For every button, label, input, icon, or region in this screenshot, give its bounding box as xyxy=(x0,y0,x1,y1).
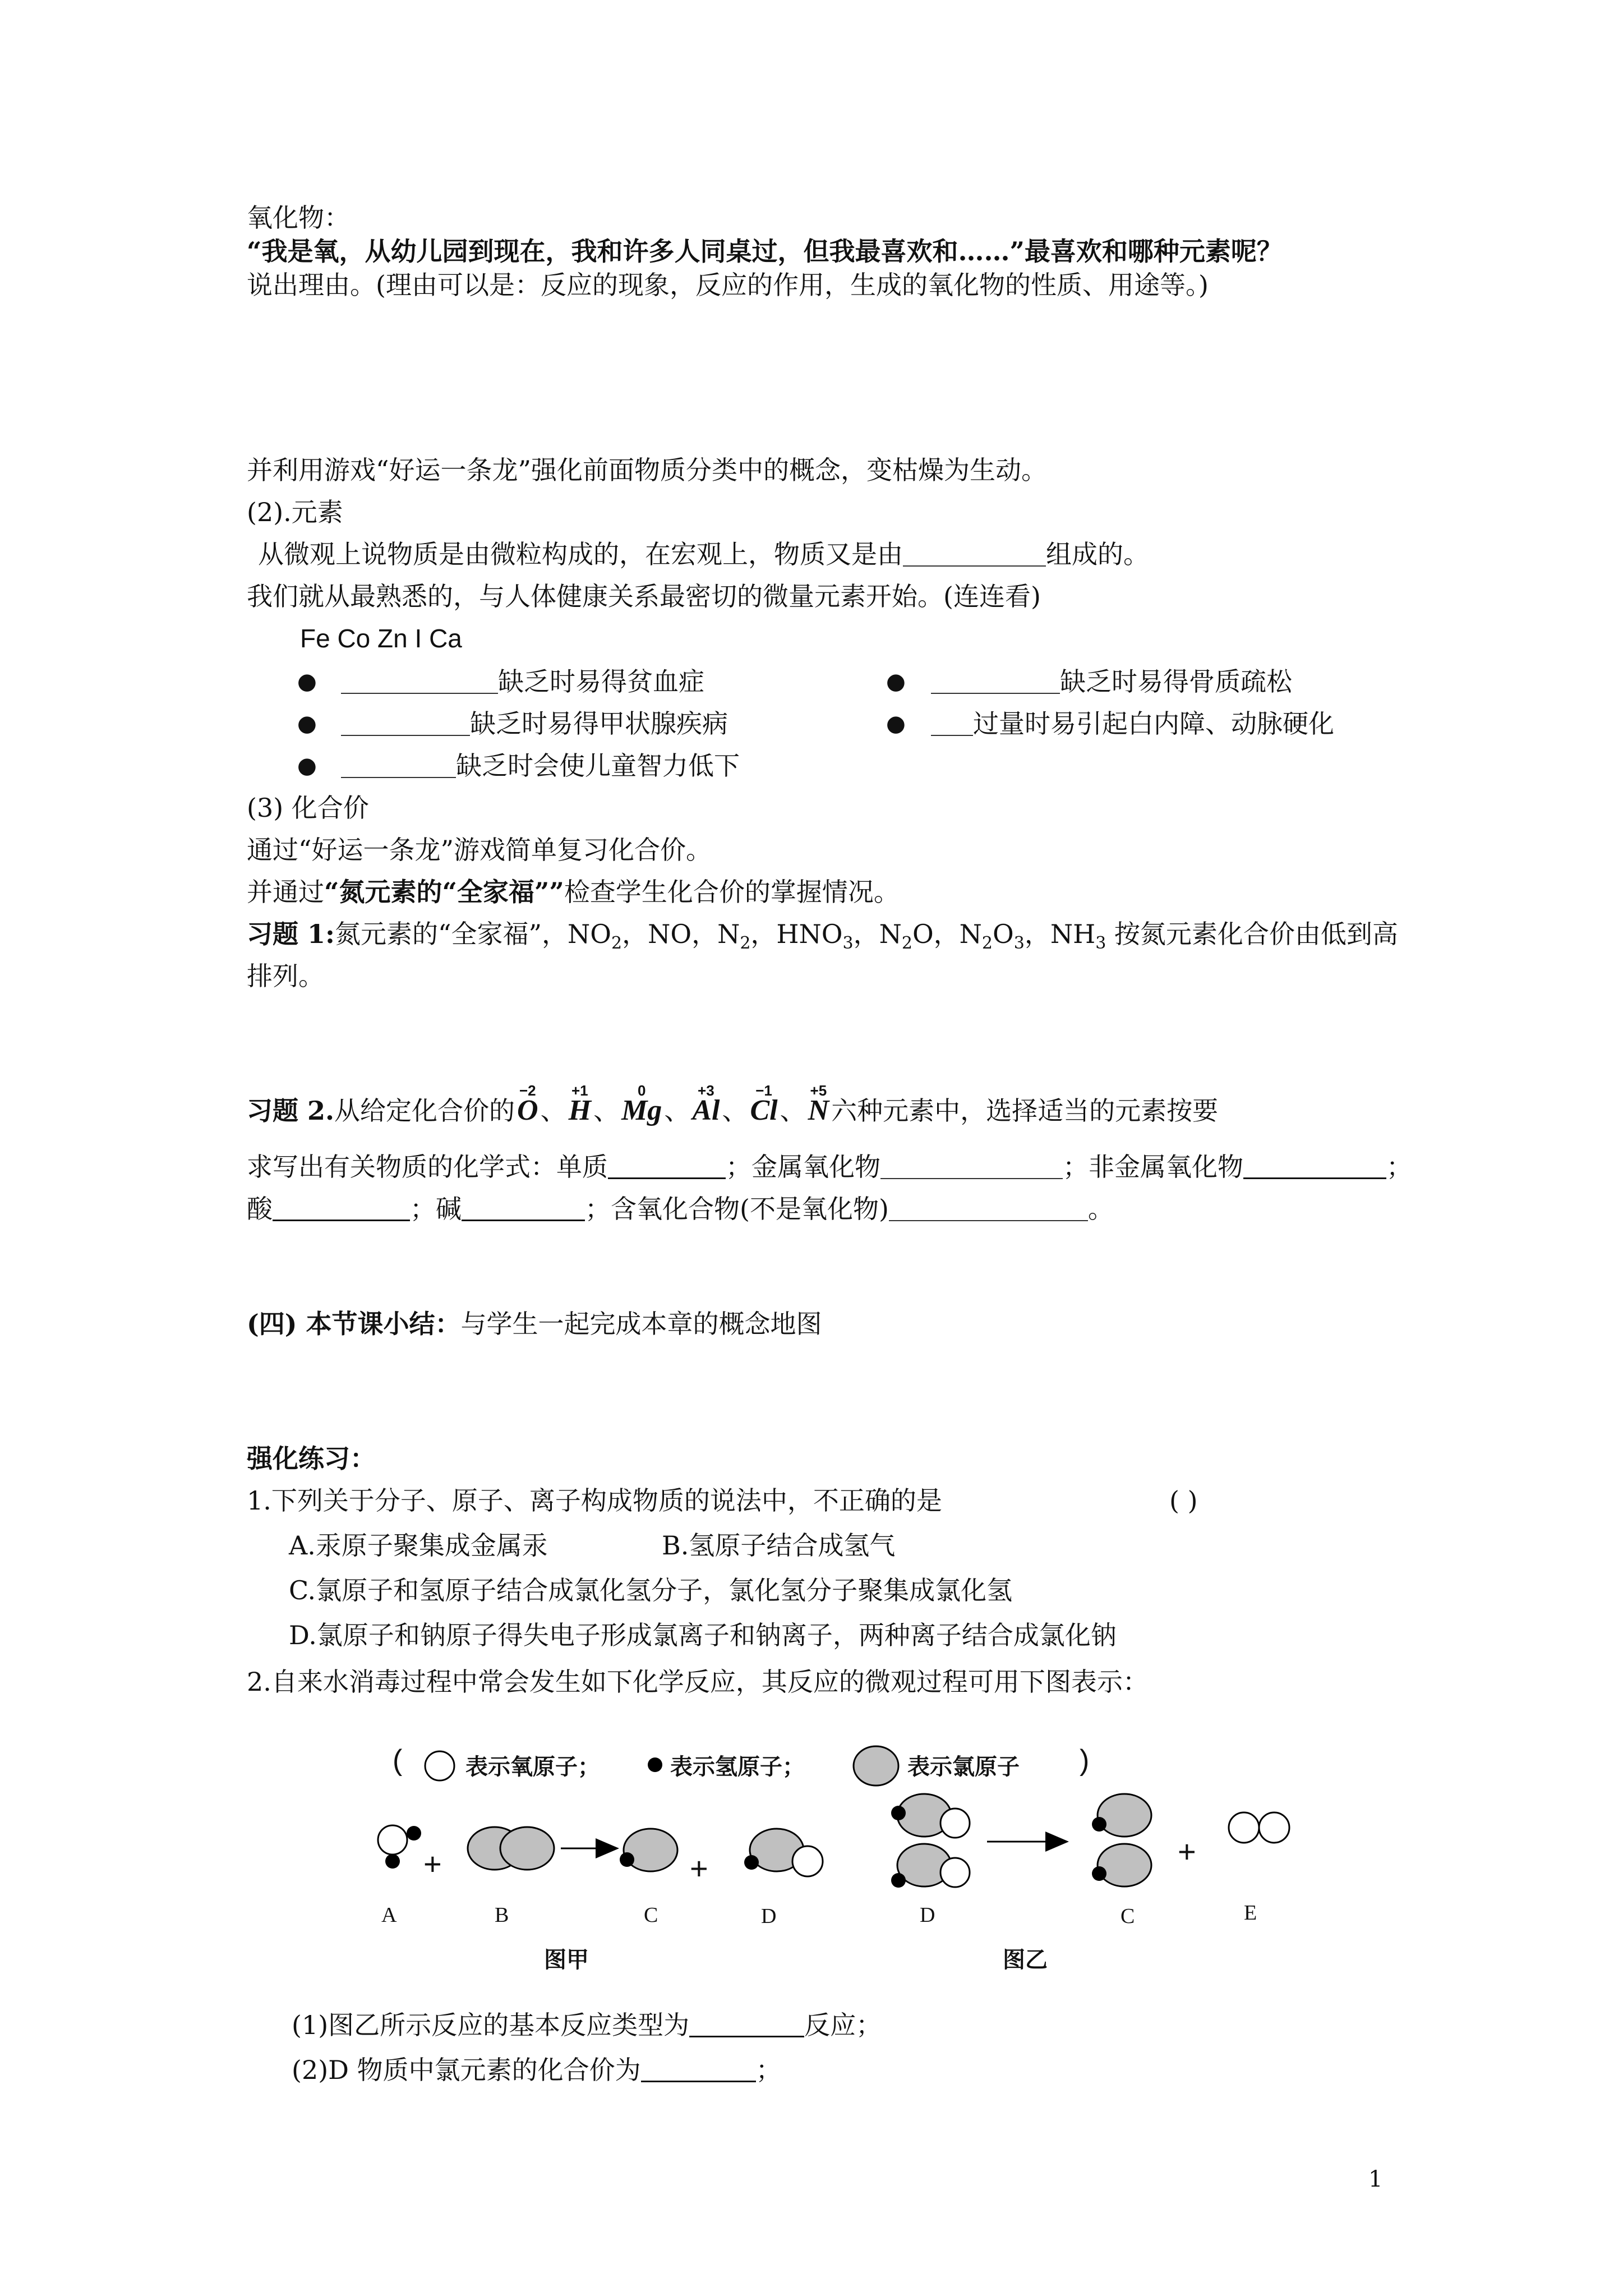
element-symbol: Al xyxy=(692,1094,720,1126)
legend-paren: ( xyxy=(393,1744,403,1777)
bullet-item-5 xyxy=(341,749,740,783)
valence-mark: −1 xyxy=(755,1082,772,1099)
caption-yi: 图乙 xyxy=(1003,1948,1048,1972)
ex1-text: 按氮元素化合价由低到高 xyxy=(1106,919,1398,949)
subscript: 3 xyxy=(1013,933,1025,953)
subquestion-text: ； xyxy=(755,2055,782,2085)
molecule-c-icon xyxy=(620,1829,677,1871)
label-d: D xyxy=(920,1903,935,1927)
answer-blank[interactable] xyxy=(273,1196,410,1221)
bullet-icon: ● xyxy=(297,669,317,694)
ex1-text: ，HNO xyxy=(750,919,843,949)
subscript: 2 xyxy=(740,933,751,953)
ex2-text: 。 xyxy=(1087,1194,1114,1224)
label-a: A xyxy=(381,1903,397,1927)
label-d: D xyxy=(761,1904,777,1928)
element-symbol: N xyxy=(808,1094,829,1126)
element-line1-b: 组成的。 xyxy=(1046,539,1149,569)
subscript: 3 xyxy=(842,933,854,953)
option-d: D.氯原子和钠原子得失电子形成氯离子和钠离子，两种离子结合成氯化钠 xyxy=(289,1620,1117,1650)
molecule-c-pair-icon xyxy=(1092,1794,1151,1887)
answer-blank[interactable] xyxy=(1243,1154,1386,1179)
element-H xyxy=(568,1082,592,1133)
label-c: C xyxy=(644,1903,658,1927)
subscript: 2 xyxy=(611,933,623,953)
element-line1-a: 从微观上说物质是由微粒构成的，在宏观上，物质又是由 xyxy=(258,539,903,569)
game-line: 并利用游戏“好运一条龙”强化前面物质分类中的概念，变枯燥为生动。 xyxy=(247,455,1048,485)
element-Cl xyxy=(750,1082,778,1133)
legend-paren: ) xyxy=(1080,1744,1090,1777)
valence-line1: 通过“好运一条龙”游戏简单复习化合价。 xyxy=(247,835,712,865)
summary xyxy=(247,1307,822,1341)
bullet-icon: ● xyxy=(297,711,317,737)
legend-chlorine: 表示氯原子 xyxy=(907,1755,1020,1779)
summary-text: 与学生一起完成本章的概念地图 xyxy=(460,1309,822,1339)
answer-blank[interactable] xyxy=(689,2012,804,2037)
bullet-item-2 xyxy=(931,665,1292,698)
ex2-text: 酸 xyxy=(247,1194,273,1224)
exercise-2 xyxy=(247,1082,1219,1133)
element-line2: 我们就从最熟悉的，与人体健康关系最密切的微量元素开始。(连连看) xyxy=(247,581,1041,611)
page-number: 1 xyxy=(1368,2166,1383,2192)
bullet-text: 缺乏时会使儿童智力低下 xyxy=(456,751,740,781)
exercise-1-line2: 排列。 xyxy=(247,961,324,991)
answer-blank[interactable] xyxy=(641,2057,756,2082)
ex2-text: ；碱 xyxy=(410,1194,462,1224)
separator: 、 xyxy=(540,1096,566,1126)
bullet-blank[interactable] xyxy=(931,711,973,736)
valence-mark: +5 xyxy=(810,1082,827,1099)
valence-heading: (3) 化合价 xyxy=(247,793,369,823)
valence-mark: +3 xyxy=(698,1082,714,1099)
element-heading: (2).元素 xyxy=(247,497,343,527)
answer-blank[interactable] xyxy=(608,1154,726,1179)
exercise-1-label: 习题 1: xyxy=(247,919,335,949)
element-O xyxy=(517,1082,538,1133)
chlorine-atom-icon xyxy=(851,1743,902,1788)
element-symbols: Fe Co Zn I Ca xyxy=(300,624,462,653)
label-c: C xyxy=(1121,1904,1135,1928)
valence-line2-a: 并通过 xyxy=(247,877,324,907)
ex2-text: 求写出有关物质的化学式：单质 xyxy=(247,1152,608,1182)
bullet-icon: ● xyxy=(886,669,906,694)
subscript: 2 xyxy=(981,933,993,953)
ex1-text: ，NH xyxy=(1024,919,1096,949)
subquestion-1 xyxy=(292,2008,882,2042)
option-c: C.氯原子和氢原子结合成氯化氢分子，氯化氢分子聚集成氯化氢 xyxy=(289,1575,1013,1605)
hydrogen-atom-icon xyxy=(645,1755,665,1775)
bullet-text: 过量时易引起白内障、动脉硬化 xyxy=(973,708,1334,739)
legend-oxygen: 表示氧原子； xyxy=(465,1755,600,1779)
option-a: A.汞原子聚集成金属汞 xyxy=(289,1530,548,1561)
legend-hydrogen: 表示氢原子； xyxy=(670,1755,805,1779)
label-b: B xyxy=(495,1903,509,1927)
valence-line2 xyxy=(247,875,900,909)
subscript: 2 xyxy=(901,933,912,953)
molecule-a-icon xyxy=(378,1825,421,1869)
valence-line2-c: 检查学生化合价的掌握情况。 xyxy=(564,877,900,907)
bullet-blank[interactable] xyxy=(341,753,456,778)
valence-mark: +1 xyxy=(571,1082,588,1099)
bullet-icon: ● xyxy=(886,711,906,737)
bullet-text: 缺乏时易得甲状腺疾病 xyxy=(470,708,728,739)
exercise-2-label: 习题 2. xyxy=(247,1096,335,1126)
practice-heading: 强化练习： xyxy=(247,1443,376,1474)
ex1-text: 氮元素的“全家福”，NO xyxy=(335,919,612,949)
ex2-text: ；含氧化合物(不是氧化物) xyxy=(585,1194,889,1224)
answer-blank[interactable] xyxy=(880,1154,1063,1179)
valence-mark: −2 xyxy=(519,1082,536,1099)
oxygen-atom-icon xyxy=(421,1749,460,1783)
bullet-blank[interactable] xyxy=(341,711,470,736)
element-symbol: Cl xyxy=(750,1094,778,1126)
bullet-blank[interactable] xyxy=(341,669,498,694)
option-b: B.氢原子结合成氢气 xyxy=(662,1530,896,1561)
ex1-text: O xyxy=(993,919,1014,949)
subquestion-text: (2)D 物质中氯元素的化合价为 xyxy=(292,2055,641,2085)
question-2: 2.自来水消毒过程中常会发生如下化学反应，其反应的微观过程可用下图表示： xyxy=(247,1667,1149,1697)
valence-mark: 0 xyxy=(637,1082,646,1099)
bullet-text: 缺乏时易得骨质疏松 xyxy=(1060,666,1292,697)
bullet-icon: ● xyxy=(297,753,317,779)
molecule-b-icon xyxy=(468,1827,554,1870)
element-symbol: H xyxy=(568,1094,592,1126)
answer-blank[interactable] xyxy=(889,1197,1088,1221)
subquestion-2 xyxy=(292,2053,782,2087)
element-Al xyxy=(692,1082,720,1133)
answer-blank[interactable] xyxy=(462,1196,585,1221)
molecule-e-icon xyxy=(1229,1812,1289,1843)
bullet-item-1 xyxy=(341,665,704,698)
exercise-2-line2 xyxy=(247,1150,1412,1184)
element-N xyxy=(808,1082,829,1133)
element-line1 xyxy=(258,537,1149,571)
separator: 、 xyxy=(593,1096,620,1126)
bullet-text: 缺乏时易得贫血症 xyxy=(498,666,704,697)
bullet-item-4 xyxy=(931,707,1334,740)
subquestion-text: (1)图乙所示反应的基本反应类型为 xyxy=(292,2010,690,2040)
question-1-paren: ( ) xyxy=(1169,1485,1198,1516)
valence-line2-bold: “氮元素的“全家福”” xyxy=(324,877,564,907)
molecule-d-icon xyxy=(744,1829,823,1876)
ex1-text: ，N xyxy=(853,919,902,949)
subscript: 3 xyxy=(1095,933,1106,953)
separator: 、 xyxy=(664,1096,690,1126)
separator: 、 xyxy=(722,1096,748,1126)
ex2-text: 从给定化合价的 xyxy=(334,1096,515,1126)
element-symbol: O xyxy=(517,1094,538,1126)
caption-jia: 图甲 xyxy=(544,1948,589,1972)
bullet-item-3 xyxy=(341,707,728,740)
ex2-text: ；非金属氧化物 xyxy=(1063,1152,1243,1182)
separator: 、 xyxy=(780,1096,806,1126)
oxide-title: 氧化物： xyxy=(247,203,350,233)
summary-label: (四) 本节课小结： xyxy=(247,1309,461,1339)
bullet-blank[interactable] xyxy=(931,669,1060,694)
subquestion-text: 反应； xyxy=(804,2010,882,2040)
ex2-text: ；金属氧化物 xyxy=(726,1152,880,1182)
oxide-reason: 说出理由。(理由可以是：反应的现象，反应的作用，生成的氧化物的性质、用途等。) xyxy=(247,270,1209,300)
plus-sign: + xyxy=(423,1846,442,1881)
plus-sign: + xyxy=(1178,1834,1196,1869)
label-e: E xyxy=(1244,1901,1257,1925)
element-Mg xyxy=(621,1082,662,1133)
exercise-2-line3 xyxy=(247,1192,1114,1226)
question-1: 1.下列关于分子、原子、离子构成物质的说法中，不正确的是 xyxy=(247,1485,942,1516)
element-blank[interactable] xyxy=(903,542,1046,567)
ex1-text: ，NO，N xyxy=(622,919,740,949)
ex2-text: 六种元素中，选择适当的元素按要 xyxy=(831,1096,1219,1126)
exercise-1 xyxy=(247,917,1398,960)
ex2-text: ； xyxy=(1386,1152,1412,1182)
oxide-quote: “我是氧，从幼儿园到现在，我和许多人同桌过，但我最喜欢和……”最喜欢和哪种元素呢？ xyxy=(247,236,1283,266)
plus-sign: + xyxy=(690,1851,708,1886)
ex1-text: O，N xyxy=(912,919,982,949)
molecule-d-pair-icon xyxy=(891,1794,970,1888)
element-symbol: Mg xyxy=(621,1094,662,1126)
